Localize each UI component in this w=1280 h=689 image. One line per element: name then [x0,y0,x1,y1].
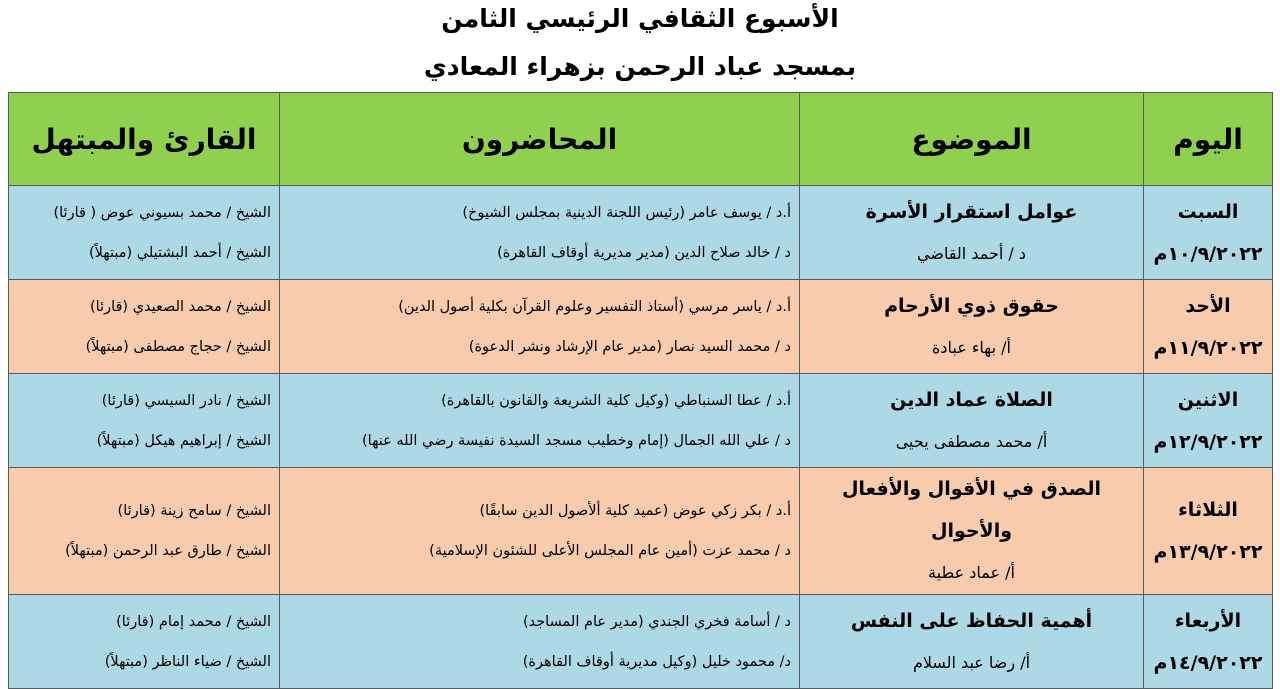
day-name: الأربعاء [1174,609,1242,632]
day-cell [1144,280,1273,374]
lecturers-cell [280,186,800,280]
readers-cell [9,280,280,374]
day-date: ١٤/٩/٢٠٢٢م [1153,651,1263,674]
header-readers: القارئ والمبتهل [9,93,280,186]
reader-1: الشيخ / سامح زينة (قارئا) [117,503,271,519]
lecturers-cell [280,468,800,595]
readers-cell [9,468,280,595]
table-row [9,186,1273,280]
reader-2: الشيخ / حجاج مصطفى (مبتهلاً) [85,338,271,355]
topic-cell [800,468,1144,595]
reader-2: الشيخ / طارق عبد الرحمن (مبتهلاً) [65,543,271,559]
day-name: السبت [1177,200,1239,223]
day-date: ١٠/٩/٢٠٢٢م [1153,242,1263,265]
day-name: الثلاثاء [1178,499,1238,521]
topic-title: الصدق في الأقوال والأفعال والأحوال [841,478,1102,542]
reader-2: الشيخ / أحمد البشتيلي (مبتهلاً) [89,244,271,261]
table-row [9,280,1273,374]
lecturer-1: أ.د / عطا السنباطي (وكيل كلية الشريعة والقانون بالقاهرة) [441,392,791,409]
topic-cell [800,374,1144,468]
topic-speaker: أ/ عماد عطية [928,563,1015,582]
lecturer-2: د / علي الله الجمال (إمام وخطيب مسجد السيدة نفيسة رضي الله عنها) [362,432,791,449]
reader-1: الشيخ / محمد الصعيدي (قارئا) [89,298,271,315]
schedule-table [8,92,1273,689]
lecturers-cell [280,280,800,374]
readers-cell [9,595,280,689]
reader-2: الشيخ / ضياء الناظر (مبتهلاً) [104,653,271,670]
day-cell [1144,186,1273,280]
topic-speaker: أ/ محمد مصطفى يحيى [895,431,1048,451]
lecturer-2: د / محمد عزت (أمين عام المجلس الأعلى للشئون الإسلامية) [429,543,791,559]
day-date: ١٣/٩/٢٠٢٢م [1153,541,1263,563]
reader-1: الشيخ / نادر السيسي (قارئا) [101,392,271,409]
topic-cell [800,595,1144,689]
lecturer-1: أ.د / بكر زكي عوض (عميد كلية ألأصول الدين سابقًا) [479,503,791,519]
topic-speaker: د / أحمد القاضي [917,243,1026,263]
lecturer-2: د / محمد السيد نصار (مدير عام الإرشاد ونشر الدعوة) [468,338,791,355]
readers-cell [9,374,280,468]
header-day: اليوم [1144,93,1273,186]
day-name: الاثنين [1177,388,1239,411]
lecturer-2: د / خالد صلاح الدين (مدير مديرية أوقاف القاهرة) [497,244,791,261]
topic-title: أهمية الحفاظ على النفس [850,609,1093,632]
reader-2: الشيخ / إبراهيم هيكل (مبتهلاً) [96,432,271,449]
header-lecturers: المحاضرون [280,93,800,186]
topic-speaker: أ/ رضا عبد السلام [912,652,1031,672]
lecturer-1: أ.د / ياسر مرسي (أستاذ التفسير وعلوم القرآن بكلية أصول الدين) [398,298,791,315]
page-title: الأسبوع الثقافي الرئيسي الثامن [441,4,839,33]
topic-title: عوامل استقرار الأسرة [865,200,1078,223]
lecturer-1: أ.د / يوسف عامر (رئيس اللجنة الدينية بمجلس الشيوخ) [462,204,791,221]
day-name: الأحد [1185,294,1231,317]
reader-1: الشيخ / محمد بسيوني عوض ( قارئا) [53,204,271,221]
topic-cell [800,280,1144,374]
table-row [9,374,1273,468]
table-header-row [9,93,1273,186]
table-row [9,595,1273,689]
header-topic: الموضوع [800,93,1144,186]
topic-title: حقوق ذوي الأرحام [884,294,1059,317]
lecturers-cell [280,374,800,468]
topic-cell [800,186,1144,280]
day-date: ١٢/٩/٢٠٢٢م [1153,430,1263,453]
reader-1: الشيخ / محمد إمام (قارئا) [116,613,271,630]
topic-title: الصلاة عماد الدين [890,388,1053,411]
lecturer-2: د/ محمود خليل (وكيل مديرية أوقاف القاهرة) [522,653,791,670]
readers-cell [9,186,280,280]
day-cell [1144,374,1273,468]
day-cell [1144,595,1273,689]
lecturers-cell [280,595,800,689]
table-row [9,468,1273,595]
lecturer-1: د / أسامة فخري الجندي (مدير عام المساجد) [522,613,791,630]
topic-speaker: أ/ بهاء عبادة [932,337,1011,357]
page-subtitle: بمسجد عباد الرحمن بزهراء المعادي [423,52,857,81]
day-cell [1144,468,1273,595]
day-date: ١١/٩/٢٠٢٢م [1153,336,1263,359]
